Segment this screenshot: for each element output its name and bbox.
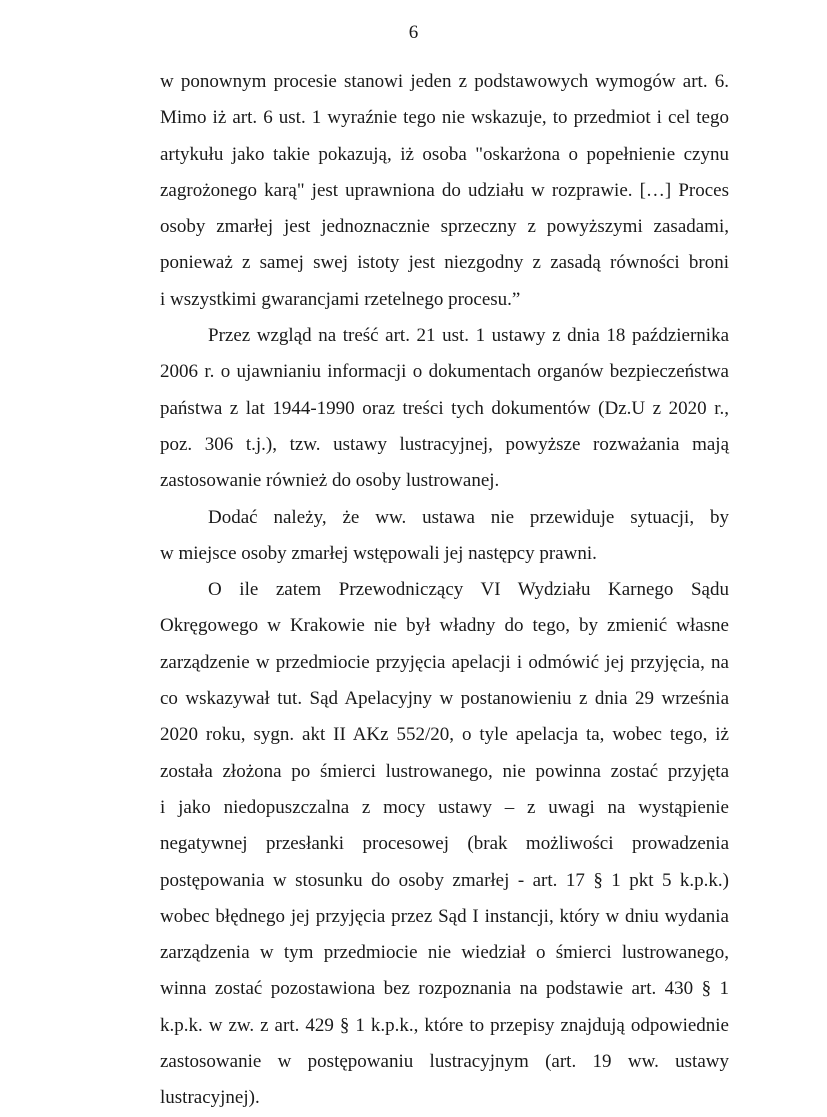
text-line: i wszystkimi gwarancjami rzetelnego procesu.” — [160, 288, 521, 310]
text-line: Okręgowego w Krakowie nie był władny do tego, by zmienić własne — [160, 615, 729, 637]
text-line: w ponownym procesie stanowi jeden z podstawowych wymogów art. 6. — [160, 71, 729, 92]
text-line: zagrożonego karą" jest uprawniona do udziału w rozprawie. […] Proces — [160, 179, 729, 201]
body-text — [160, 64, 729, 1117]
text-line: Dodać należy, że ww. ustawa nie przewiduje sytuacji, by — [208, 506, 729, 528]
text-line: państwa z lat 1944-1990 oraz treści tych dokumentów (Dz.U z 2020 r., — [160, 397, 729, 419]
text-line: O ile zatem Przewodniczący VI Wydziału Karnego Sądu — [208, 579, 729, 601]
text-line: 2006 r. o ujawnianiu informacji o dokumentach organów bezpieczeństwa — [160, 361, 729, 383]
text-line: zastosowanie w postępowaniu lustracyjnym (art. 19 ww. ustawy — [160, 1051, 729, 1073]
page-number: 6 — [408, 22, 419, 43]
text-line: 2020 roku, sygn. akt II AKz 552/20, o tyle apelacja ta, wobec tego, iż — [160, 724, 729, 746]
text-line: winna zostać pozostawiona bez rozpoznania na podstawie art. 430 § 1 — [160, 978, 729, 1000]
text-line: lustracyjnej). — [160, 1087, 260, 1109]
text-line: k.p.k. w zw. z art. 429 § 1 k.p.k., które to przepisy znajdują odpowiednie — [160, 1014, 729, 1036]
text-line: co wskazywał tut. Sąd Apelacyjny w postanowieniu z dnia 29 września — [160, 688, 729, 710]
text-line: poz. 306 t.j.), tzw. ustawy lustracyjnej, powyższe rozważania mają — [160, 433, 729, 455]
text-line: Przez wzgląd na treść art. 21 ust. 1 ustawy z dnia 18 października — [208, 325, 729, 347]
text-line: zastosowanie również do osoby lustrowanej. — [160, 470, 500, 492]
text-line: i jako niedopuszczalna z mocy ustawy – z uwagi na wystąpienie — [160, 796, 729, 818]
text-line: w miejsce osoby zmarłej wstępowali jej następcy prawni. — [160, 542, 597, 564]
text-line: zarządzenia w tym przedmiocie nie wiedział o śmierci lustrowanego, — [160, 942, 729, 964]
text-line: artykułu jako takie pokazują, iż osoba "oskarżona o popełnienie czynu — [160, 143, 729, 165]
text-line: Mimo iż art. 6 ust. 1 wyraźnie tego nie wskazuje, to przedmiot i cel tego — [160, 107, 729, 129]
text-line: została złożona po śmierci lustrowanego, nie powinna zostać przyjęta — [160, 760, 729, 782]
text-line: ponieważ z samej swej istoty jest niezgodny z zasadą równości broni — [160, 252, 729, 274]
text-line: postępowania w stosunku do osoby zmarłej - art. 17 § 1 pkt 5 k.p.k.) — [160, 869, 729, 891]
text-line: zarządzenie w przedmiocie przyjęcia apelacji i odmówić jej przyjęcia, na — [160, 651, 729, 673]
text-line: wobec błędnego jej przyjęcia przez Sąd I instancji, który w dniu wydania — [160, 905, 729, 927]
text-line: osoby zmarłej jest jednoznacznie sprzeczny z powyższymi zasadami, — [160, 216, 729, 238]
text-line: negatywnej przesłanki procesowej (brak możliwości prowadzenia — [160, 833, 729, 855]
